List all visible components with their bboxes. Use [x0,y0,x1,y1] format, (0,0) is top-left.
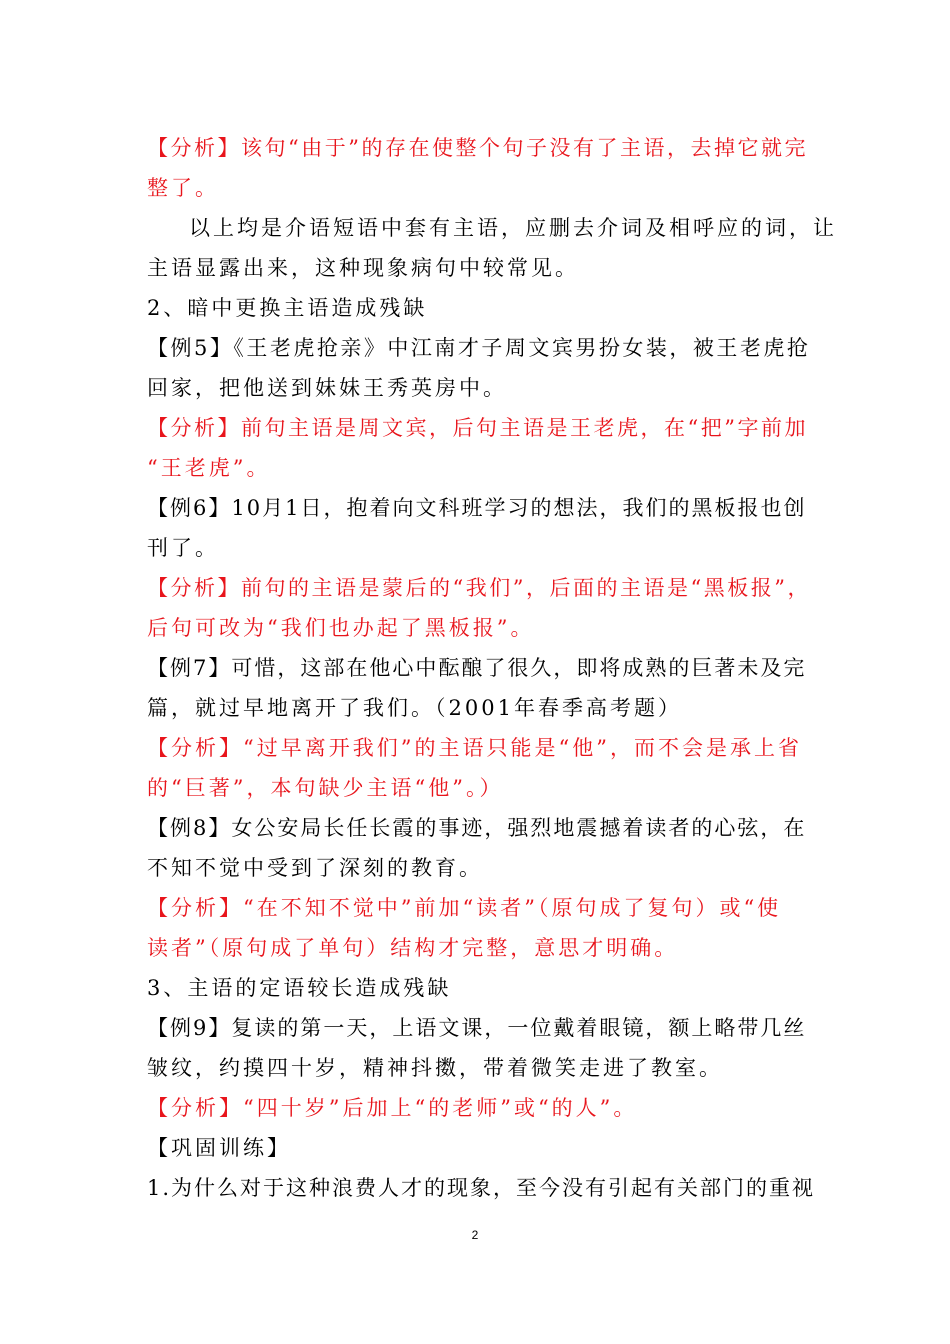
example-line: 皱纹，约摸四十岁，精神抖擞，带着微笑走进了教室。 [147,1056,723,1080]
example-line: 篇，就过早地离开了我们。（2001年春季高考题） [147,696,682,720]
analysis-line: 后句可改为“我们也办起了黑板报”。 [147,616,535,640]
analysis-line: 【分析】该句“由于”的存在使整个句子没有了主语，去掉它就完 [147,136,808,160]
example-line: 【例5】《王老虎抢亲》中江南才子周文宾男扮女装，被王老虎抢 [147,336,811,360]
example-line: 不知不觉中受到了深刻的教育。 [147,856,483,880]
analysis-line: 的“巨著”，本句缺少主语“他”。） [147,776,504,800]
exercise-item: 1.为什么对于这种浪费人才的现象，至今没有引起有关部门的重视 [147,1176,816,1200]
analysis-line: 【分析】前句主语是周文宾，后句主语是王老虎，在“把”字前加 [147,416,808,440]
example-line: 【例8】女公安局长任长霞的事迹，强烈地震撼着读者的心弦，在 [147,816,807,840]
example-line: 【例7】可惜，这部在他心中酝酿了很久，即将成熟的巨著未及完 [147,656,807,680]
analysis-line: 【分析】前句的主语是蒙后的“我们”，后面的主语是“黑板报”， [147,576,811,600]
analysis-line: 整了。 [147,176,219,200]
body-paragraph-line: 以上均是介语短语中套有主语，应删去介词及相呼应的词，让 [189,216,837,240]
analysis-line: 【分析】“过早离开我们”的主语只能是“他”，而不会是承上省 [147,736,802,760]
section-heading: 3、主语的定语较长造成残缺 [147,976,452,1000]
example-line: 刊了。 [147,536,219,560]
example-line: 【例6】10月1日，抱着向文科班学习的想法，我们的黑板报也创 [147,496,807,520]
example-line: 【例9】复读的第一天，上语文课，一位戴着眼镜，额上略带几丝 [147,1016,807,1040]
analysis-line: 【分析】“在不知不觉中”前加“读者”（原句成了复句）或“使 [147,896,782,920]
exercise-heading: 【巩固训练】 [147,1136,291,1160]
analysis-line: “王老虎”。 [147,456,271,480]
section-heading: 2、暗中更换主语造成残缺 [147,296,428,320]
example-line: 回家，把他送到妹妹王秀英房中。 [147,376,507,400]
page-number: 2 [471,1228,479,1242]
analysis-line: 读者”（原句成了单句）结构才完整，意思才明确。 [147,936,679,960]
analysis-line: 【分析】“四十岁”后加上“的老师”或“的人”。 [147,1096,638,1120]
body-paragraph-line: 主语显露出来，这种现象病句中较常见。 [147,256,579,280]
